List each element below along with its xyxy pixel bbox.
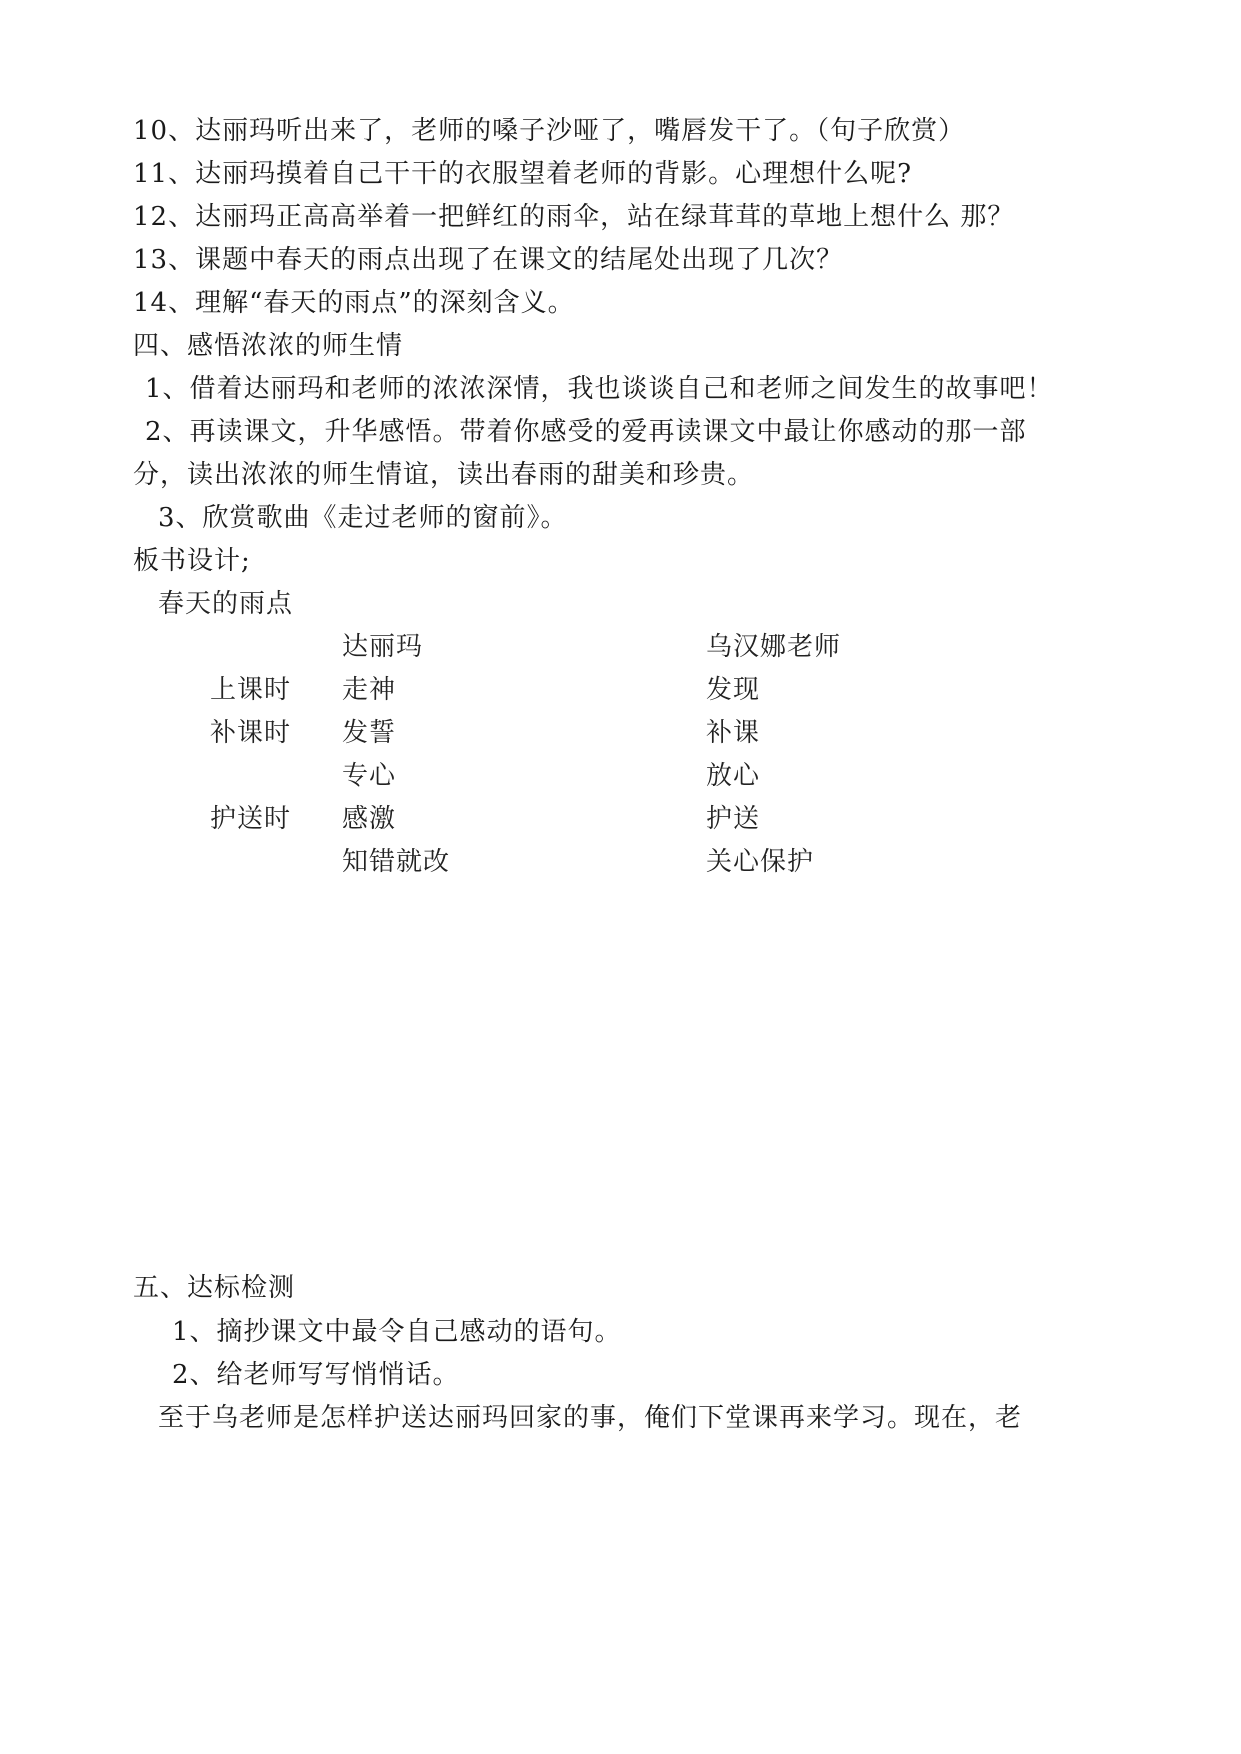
section-4-item-1: 1、借着达丽玛和老师的浓浓深情，我也谈谈自己和老师之间发生的故事吧！ (145, 374, 1054, 404)
closing-paragraph: 至于乌老师是怎样护送达丽玛回家的事，俺们下堂课再来学习。现在，老 (158, 1403, 1023, 1433)
board-row-right: 发现 (706, 675, 761, 705)
question-11: 11、达丽玛摸着自己干干的衣服望着老师的背影。心理想什么呢? (133, 159, 913, 189)
board-row-right: 放心 (706, 761, 761, 791)
section-4-item-2-continued: 分，读出浓浓的师生情谊，读出春雨的甜美和珍贵。 (133, 460, 755, 490)
board-header-left: 达丽玛 (342, 632, 424, 662)
board-row-left: 走神 (342, 675, 397, 705)
board-row-right: 护送 (706, 804, 761, 834)
board-design-heading: 板书设计; (133, 546, 251, 576)
section-heading-4: 四、感悟浓浓的师生情 (133, 331, 404, 361)
board-row-right: 关心保护 (706, 847, 815, 877)
section-4-item-3: 3、欣赏歌曲《走过老师的窗前》。 (158, 503, 568, 533)
section-4-item-2: 2、再读课文，升华感悟。带着你感受的爱再读课文中最让你感动的那一部 (145, 417, 1027, 447)
board-header-right: 乌汉娜老师 (706, 632, 842, 662)
question-10: 10、达丽玛听出来了，老师的嗓子沙哑了，嘴唇发干了。（句子欣赏） (133, 116, 966, 146)
board-row-label: 护送时 (210, 804, 292, 834)
section-heading-5: 五、达标检测 (133, 1273, 296, 1303)
board-row-left: 感激 (342, 804, 397, 834)
board-row-label: 上课时 (210, 675, 292, 705)
section-5-item-1: 1、摘抄课文中最令自己感动的语句。 (172, 1317, 622, 1347)
question-12: 12、达丽玛正高高举着一把鲜红的雨伞，站在绿茸茸的草地上想什么 那？ (133, 202, 1015, 232)
question-13: 13、课题中春天的雨点出现了在课文的结尾处出现了几次？ (133, 245, 844, 275)
board-row-left: 发誓 (342, 718, 397, 748)
section-5-item-2: 2、给老师写写悄悄话。 (172, 1360, 460, 1390)
board-row-left: 知错就改 (342, 847, 451, 877)
board-title: 春天的雨点 (158, 589, 294, 619)
board-row-right: 补课 (706, 718, 761, 748)
board-row-label: 补课时 (210, 718, 292, 748)
question-14: 14、理解“春天的雨点”的深刻含义。 (133, 288, 575, 318)
board-row-left: 专心 (342, 761, 397, 791)
